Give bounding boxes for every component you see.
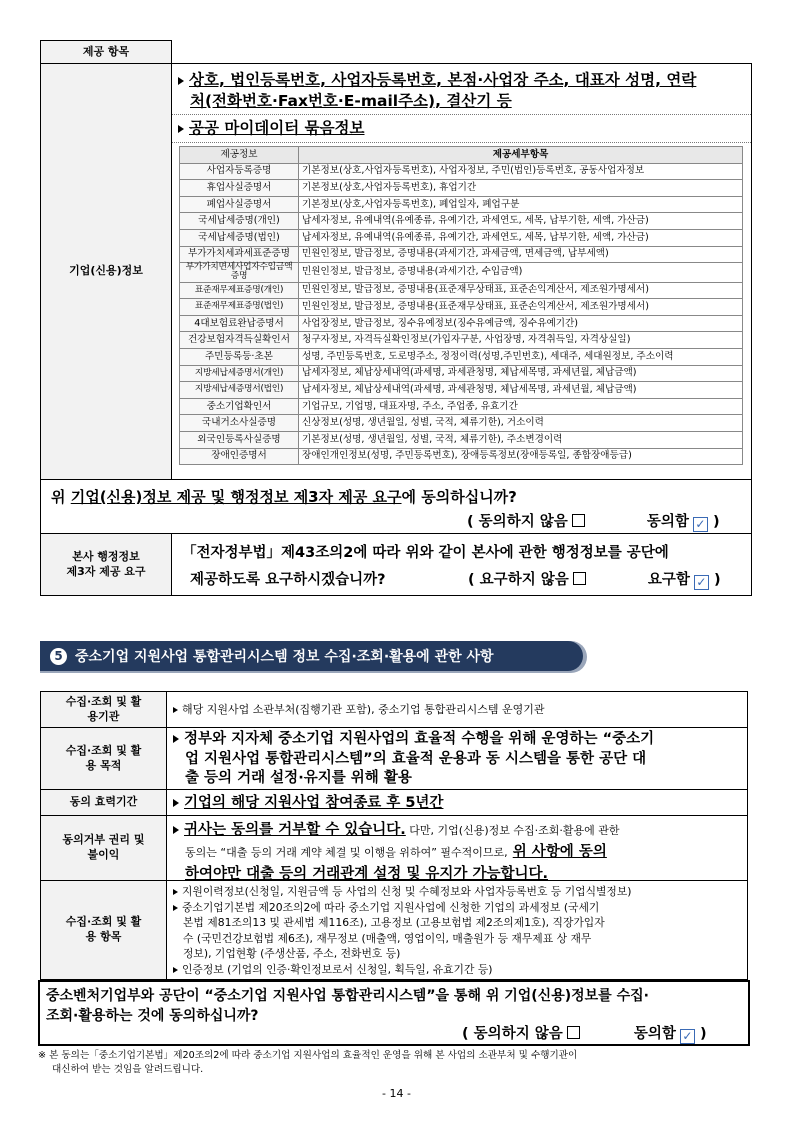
table-row [180,263,743,282]
provided-info-cell: 장애인증명서 [180,448,299,465]
admin-info-request-label: 본사 행정정보 제3자 제공 요구 [40,533,172,596]
mydata-detail-table [179,146,743,465]
provided-info-cell: 국내거소사실증명 [180,415,299,432]
section-5-title: 5 중소기업 지원사업 통합관리시스템 정보 수집·조회·활용에 관한 사항 [40,641,583,671]
detail-items-cell: 신상정보(성명, 생년월일, 성별, 국적, 체류기한), 거소이력 [299,415,743,432]
disagree-checkbox[interactable] [572,514,585,527]
refusal-rights-label: 동의거부 권리 및 불이익 [40,815,167,881]
detail-items-cell: 납세자정보, 체납상세내역(과세명, 과세관청명, 체납세목명, 과세년월, 체납금액) [299,382,743,399]
agree-checkbox-checked[interactable]: ✓ [693,517,708,532]
consent-options-1: ( 동의하지 않음 동의함 ✓ ) [467,514,720,531]
detail-items-cell: 사업장정보, 발급정보, 징수유예정보(징수유예금액, 징수유예기간) [299,315,743,332]
provided-info-cell: 표준재무제표증명(개인) [180,282,299,299]
table-row [180,229,743,246]
purpose-content: 정부와 지자체 중소기업 지원사업의 효율적 수행을 위해 운영하는 “중소기 업 지원사업 통합관리시스템”의 효율적 운용과 동 시스템을 통한 공단 대 출 등의 거래 설정·유지를 위해 활용 [166,727,748,790]
triangle-bullet-icon [173,826,179,834]
provided-info-cell: 건강보험자격득실확인서 [180,332,299,349]
table-row [180,213,743,230]
provided-info-cell: 국세납세증명(법인) [180,229,299,246]
table-row [180,196,743,213]
detail-items-cell: 기본정보(상호,사업자등록번호), 사업자정보, 주민(법인)등록번호, 공동사업자정보 [299,163,743,180]
table-row [180,180,743,197]
detail-items-cell: 민원인정보, 발급정보, 증명내용(표준재무상태표, 표준손익계산서, 제조원가명세서) [299,282,743,299]
validity-period-content: 기업의 해당 지원사업 참여종료 후 5년간 [166,789,748,816]
purpose-label: 수집·조회 및 활용 목적 [40,727,167,790]
triangle-bullet-icon [173,889,178,895]
provided-info-cell: 4대보험료완납증명서 [180,315,299,332]
collected-items-content: 지원이력정보(신청일, 지원금액 등 사업의 신청 및 수혜정보와 사업자등록번호 등 기업식별정보) 중소기업기본법 제20조의2에 따라 중소기업 지원사업에 신청한 기업의 과세정보 (국세기 본법 제81조의13 및 관세법 제116조), 고용정보 (고용보험법 제2조의제1호), 직장가입자 수 (국민건강보험법 제6조), 재무정보 (매출액, 영업이익, 매출원가 등 재무제표 상 재무 정보), 기업현황 (주생산품, 주소, 전화번호 등) 인증정보 (기업의 인증·확인정보로서 신청일, 획득일, 유효기간 등) [166,880,748,980]
detail-items-cell: 납세자정보, 유예내역(유예종류, 유예기간, 과세연도, 세목, 납부기한, 세액, 가산금) [299,213,743,230]
provided-info-cell: 지방세납세증명서(개인) [180,365,299,382]
table-row [180,246,743,263]
not-request-checkbox[interactable] [573,572,586,585]
section-number-badge: 5 [50,648,67,665]
provided-items-content [171,63,752,480]
bullet-public-mydata: 공공 마이데이터 묶음정보 [178,118,365,139]
refusal-rights-content: 귀사는 동의를 거부할 수 있습니다. 다만, 기업(신용)정보 수집·조회·활용에 관한 동의는 “대출 등의 거래 계약 체결 및 이행을 위하여” 필수적이므로, 위 사항에 동의 하여야만 대출 등의 거래관계 설정 및 유지가 가능합니다. [166,815,748,881]
bullet-basic-info: 상호, 법인등록번호, 사업자등록번호, 본점·사업장 주소, 대표자 성명, 연락 처(전화번호·Fax번호·E-mail주소), 결산기 등 [178,70,748,112]
provided-info-cell: 휴업사실증명서 [180,180,299,197]
consent-question-1: 위 기업(신용)정보 제공 및 행정정보 제3자 제공 요구에 동의하십니까? ( 동의하지 않음 동의함 ✓ ) [40,479,752,534]
detail-items-cell: 납세자정보, 체납상세내역(과세명, 과세관청명, 체납세목명, 과세년월, 체납금액) [299,365,743,382]
detail-items-cell: 기본정보(성명, 생년월일, 성별, 국적, 체류기한), 주소변경이력 [299,431,743,448]
detail-items-cell: 민원인정보, 발급정보, 증명내용(과세기간, 수입금액) [299,263,743,282]
table-row [180,163,743,180]
detail-items-cell: 납세자정보, 유예내역(유예종류, 유예기간, 과세연도, 세목, 납부기한, 세액, 가산금) [299,229,743,246]
table-header-provided-info: 제공정보 [180,147,299,164]
table-row [180,349,743,366]
triangle-bullet-icon [173,707,178,713]
triangle-bullet-icon [173,735,179,743]
request-checkbox-checked[interactable]: ✓ [694,575,709,590]
table-row [180,299,743,316]
triangle-bullet-icon [173,799,179,807]
provided-info-cell: 주민등록등·초본 [180,349,299,366]
detail-items-cell: 성명, 주민등록번호, 도로명주소, 정정이력(성명,주민번호), 세대주, 세대원정보, 주소이력 [299,349,743,366]
provided-info-cell: 폐업사실증명서 [180,196,299,213]
table-row [180,382,743,399]
validity-period-label: 동의 효력기간 [40,789,167,816]
consent-question-2: 중소벤처기업부와 공단이 “중소기업 지원사업 통합관리시스템”을 통해 위 기업(신용)정보를 수집· 조회·활용하는 것에 동의하십니까? ( 동의하지 않음 동의함 ✓ ) [38,980,750,1046]
detail-items-cell: 장애인개인정보(성명, 주민등록번호), 장애등록정보(장애등록일, 종합장애등급) [299,448,743,465]
detail-items-cell: 청구자정보, 자격득실확인정보(가입자구분, 사업장명, 자격취득일, 자격상실일) [299,332,743,349]
table-header-detail-items: 제공세부항목 [299,147,743,164]
provided-info-cell: 부가가치세과세표준증명 [180,246,299,263]
provided-info-cell: 사업자등록증명 [180,163,299,180]
provided-info-cell: 국세납세증명(개인) [180,213,299,230]
triangle-bullet-icon [178,125,184,133]
provided-info-cell: 외국인등록사실증명 [180,431,299,448]
divider [172,114,751,115]
detail-items-cell: 민원인정보, 발급정보, 증명내용(표준재무상태표, 표준손익계산서, 제조원가명세서) [299,299,743,316]
table-row [180,332,743,349]
table-row [180,431,743,448]
table-row [180,282,743,299]
triangle-bullet-icon [178,77,184,85]
disagree-checkbox[interactable] [567,1026,580,1039]
table-row [180,398,743,415]
triangle-bullet-icon [173,905,178,911]
detail-items-cell: 민원인정보, 발급정보, 증명내용(과세기간, 과세금액, 면세금액, 납부세액) [299,246,743,263]
corporate-credit-info-label: 기업(신용)정보 [40,63,172,480]
table-row [180,365,743,382]
detail-items-cell: 기업규모, 기업명, 대표자명, 주소, 주업종, 유효기간 [299,398,743,415]
detail-items-cell: 기본정보(상호,사업자등록번호), 폐업일자, 폐업구분 [299,196,743,213]
mydata-table-wrap [179,146,743,465]
provided-items-header: 제공 항목 [40,40,172,64]
provided-info-cell: 지방세납세증명서(법인) [180,382,299,399]
page-number: - 14 - [382,1087,411,1100]
provided-info-cell: 부가가치면세사업자수입금액증명 [180,263,299,282]
request-options: ( 요구하지 않음 요구함 ✓ ) [468,572,721,589]
provided-info-cell: 표준재무제표증명(법인) [180,299,299,316]
collecting-agency-content: 해당 지원사업 소관부처(집행기관 포함), 중소기업 통합관리시스템 운영기관 [166,691,748,728]
admin-info-request-content: 「전자정부법」제43조의2에 따라 위와 같이 본사에 관한 행정정보를 공단에 제공하도록 요구하시겠습니까? ( 요구하지 않음 요구함 ✓ ) [171,533,752,596]
table-row [180,315,743,332]
provided-info-cell: 중소기업확인서 [180,398,299,415]
triangle-bullet-icon [173,967,178,973]
table-row [180,448,743,465]
detail-items-cell: 기본정보(상호,사업자등록번호), 휴업기간 [299,180,743,197]
footnote: ※ 본 동의는「중소기업기본법」제20조의2에 따라 중소기업 지원사업의 효율적인 운영을 위해 본 사업의 소관부처 및 수행기관이 대신하여 받는 것임을 알려드립니다. [38,1050,578,1075]
table-row [180,415,743,432]
agree-checkbox-checked[interactable]: ✓ [680,1029,695,1044]
collecting-agency-label: 수집·조회 및 활용기관 [40,691,167,728]
consent-options-2: ( 동의하지 않음 동의함 ✓ ) [462,1026,707,1043]
divider [172,142,751,143]
collected-items-label: 수집·조회 및 활용 항목 [40,880,167,980]
